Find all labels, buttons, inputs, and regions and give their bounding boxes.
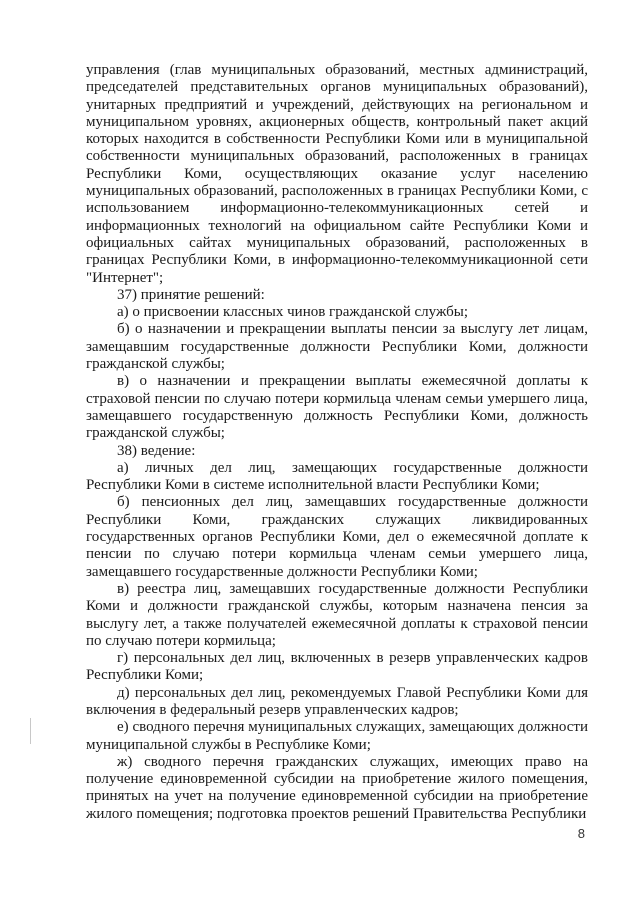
paragraph-item-38zh: ж) сводного перечня гражданских служащих, имеющих право на получение единовременной субсидии на приобретение жилого помещения, принятых на учет на получение единовременной субсидии на приобретение жилого помещения; подготовка проектов решений Правительства Республики — [86, 753, 588, 822]
paragraph-item-38v: в) реестра лиц, замещавших государственные должности Республики Коми и должности гражданской службы, которым назначена пенсия за выслугу лет, а также получателей ежемесячной доплаты к страховой пенсии по случаю потери кормильца; — [86, 580, 588, 649]
paragraph-item-38g: г) персональных дел лиц, включенных в резерв управленческих кадров Республики Коми; — [86, 650, 588, 684]
scan-margin-mark — [30, 718, 31, 744]
paragraph-item-37a: а) о присвоении классных чинов гражданской службы; — [117, 304, 468, 321]
paragraph-item-38e: е) сводного перечня муниципальных служащих, замещающих должности муниципальной службы в Республике Коми; — [86, 719, 588, 753]
paragraph-item-37b: б) о назначении и прекращении выплаты пенсии за выслугу лет лицам, замещавшим государственные должности Республики Коми, должности гражданской службы; — [86, 321, 588, 373]
paragraph-item-38: 38) ведение: — [117, 442, 196, 459]
document-body — [86, 62, 588, 823]
paragraph-item-38d: д) персональных дел лиц, рекомендуемых Главой Республики Коми для включения в федеральный резерв управленческих кадров; — [86, 684, 588, 718]
paragraph-item-37: 37) принятие решений: — [117, 286, 265, 303]
page-number: 8 — [577, 826, 585, 841]
paragraph-continuation: управления (глав муниципальных образований, местных администраций, председателей представительных органов муниципальных образований), унитарных предприятий и учреждений, действующих на региональном и муниципальном уровнях, акционерных обществ, контрольный пакет акций которых находится в собственности Республики Коми или в муниципальной собственности муниципальных образований, расположенных в границах Республики Коми, осуществляющих оказание услуг населению муниципальных образований, расположенных в границах Республики Коми, с использованием информационно-телекоммуникационных сетей и информационных технологий на официальном сайте Республики Коми и официальных сайтах муниципальных образований, расположенных в границах Республики Коми, в информационно-телекоммуникационной сети "Интернет"; — [86, 62, 588, 286]
paragraph-item-37v: в) о назначении и прекращении выплаты ежемесячной доплаты к страховой пенсии по случаю потери кормильца членам семьи умершего лица, замещавшего государственную должность Республики Коми, должность гражданской службы; — [86, 373, 588, 442]
paragraph-item-38b: б) пенсионных дел лиц, замещавших государственные должности Республики Коми, гражданских служащих ликвидированных государственных органов Республики Коми, дел о ежемесячной доплате к пенсии по случаю потери кормильца членам семьи умершего лица, замещавшего государственные должности Республики Коми; — [86, 494, 588, 580]
paragraph-item-38a: а) личных дел лиц, замещающих государственные должности Республики Коми в системе исполнительной власти Республики Коми; — [86, 459, 588, 494]
